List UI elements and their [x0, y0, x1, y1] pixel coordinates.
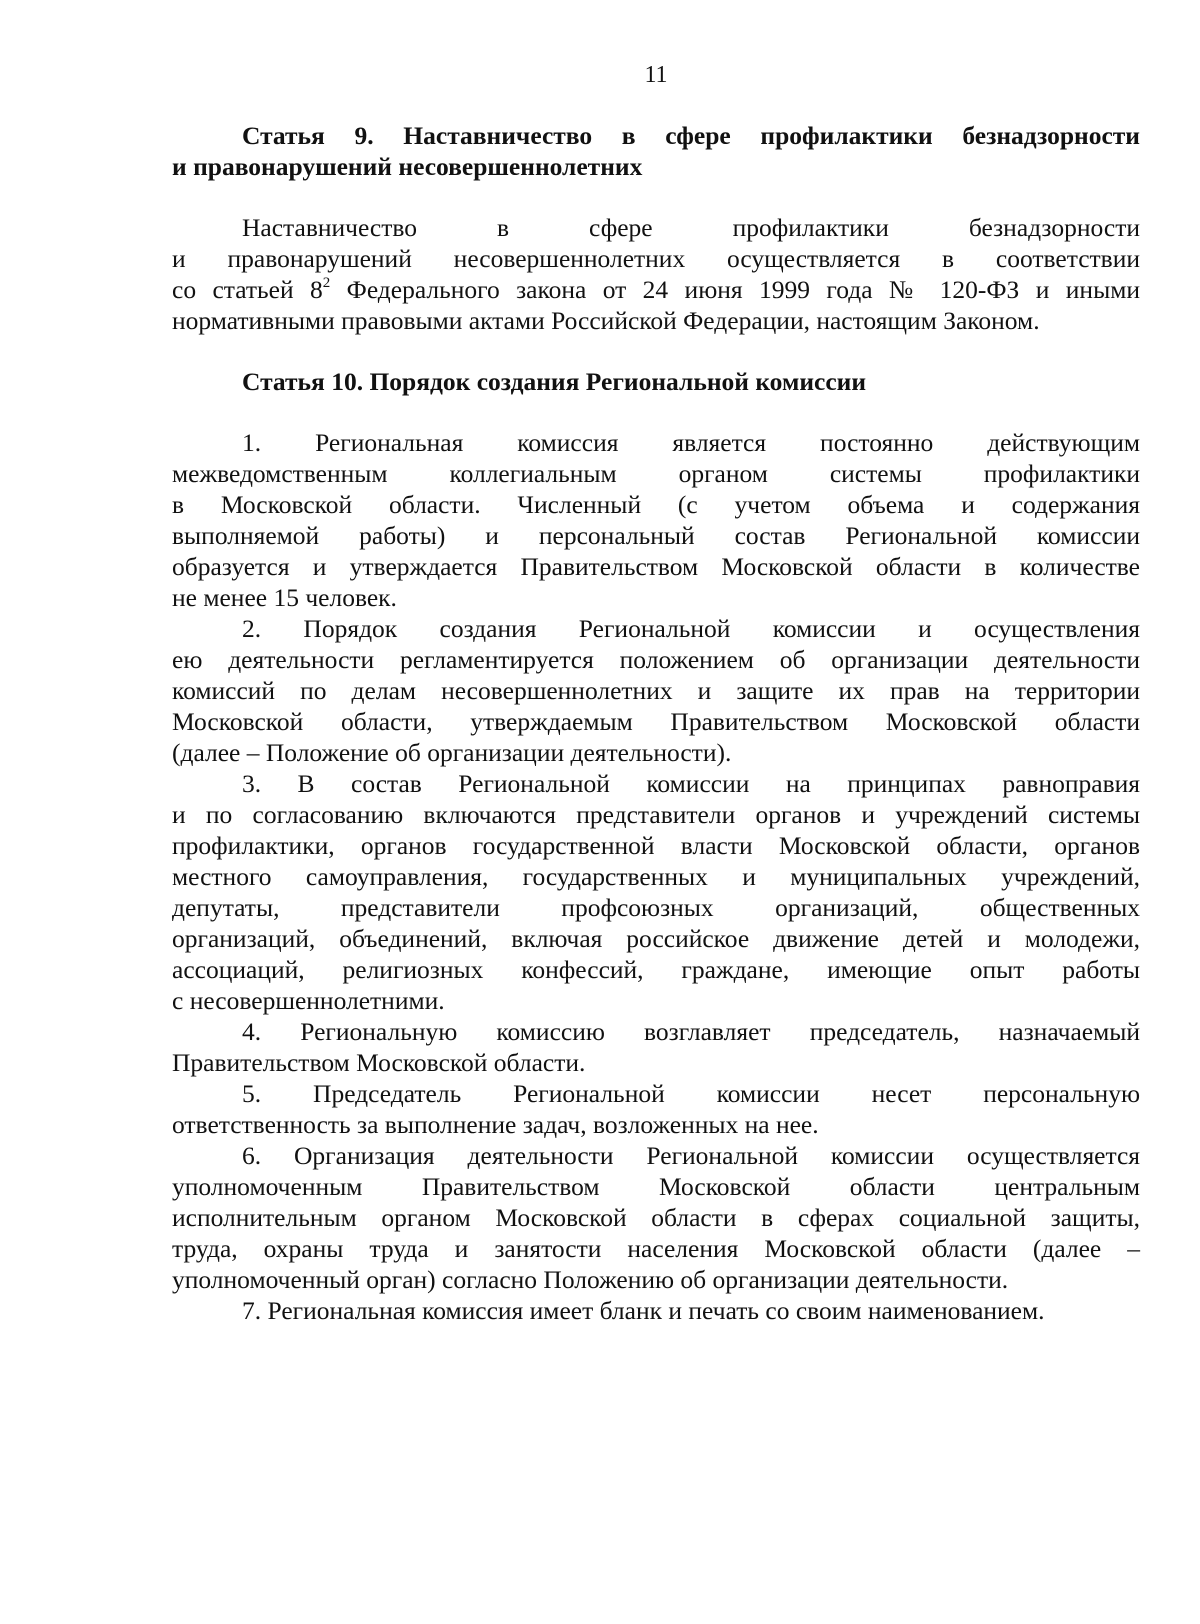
item-2-line-2: ею деятельности регламентируется положением об организации деятельности	[172, 645, 1140, 674]
item-1-line-6: не менее 15 человек.	[172, 583, 397, 612]
article-9-ref-text: со статьей 8	[172, 275, 323, 304]
spacer	[172, 336, 1140, 366]
item-1-line-5: образуется и утверждается Правительством Московской области в количестве	[172, 552, 1140, 581]
article-9-body-line-1: Наставничество в сфере профилактики безнадзорности	[242, 213, 1140, 242]
article-9-ref-superscript: 2	[322, 275, 331, 291]
item-3-line-8: с несовершеннолетними.	[172, 986, 445, 1015]
spacer	[172, 182, 1140, 212]
article-10-item-1	[172, 427, 1140, 613]
item-5-line-2: ответственность за выполнение задач, возложенных на нее.	[172, 1110, 819, 1139]
article-10-item-2	[172, 613, 1140, 768]
article-9-heading-line-2: и правонарушений несовершеннолетних	[172, 152, 643, 181]
item-3-line-7: ассоциаций, религиозных конфессий, граждане, имеющие опыт работы	[172, 955, 1140, 984]
article-9-heading	[172, 120, 1140, 182]
item-7-line-1: 7. Региональная комиссия имеет бланк и печать со своим наименованием.	[242, 1296, 1045, 1325]
item-4-line-1: 4. Региональную комиссию возглавляет председатель, назначаемый	[242, 1017, 1140, 1046]
item-2-line-4: Московской области, утверждаемым Правительством Московской области	[172, 707, 1140, 736]
article-9-body-line-4: нормативными правовыми актами Российской Федерации, настоящим Законом.	[172, 306, 1040, 335]
item-6-line-4: труда, охраны труда и занятости населения Московской области (далее –	[172, 1234, 1140, 1263]
item-1-line-3: в Московской области. Численный (с учетом объема и содержания	[172, 490, 1140, 519]
item-2-line-3: комиссий по делам несовершеннолетних и защите их прав на территории	[172, 676, 1140, 705]
spacer	[172, 397, 1140, 427]
item-3-line-2: и по согласованию включаются представители органов и учреждений системы	[172, 800, 1140, 829]
item-4-line-2: Правительством Московской области.	[172, 1048, 586, 1077]
item-1-line-1: 1. Региональная комиссия является постоянно действующим	[242, 428, 1140, 457]
article-9-body	[172, 212, 1140, 336]
item-1-line-2: межведомственным коллегиальным органом системы профилактики	[172, 459, 1140, 488]
page-number: 11	[644, 62, 668, 88]
article-9-ref-continuation: Федерального закона от 24 июня 1999 года № 120-ФЗ и иными	[330, 275, 1140, 304]
article-10-item-4	[172, 1016, 1140, 1078]
item-6-line-2: уполномоченным Правительством Московской области центральным	[172, 1172, 1140, 1201]
item-2-line-5: (далее – Положение об организации деятельности).	[172, 738, 732, 767]
article-10-heading-text: Статья 10. Порядок создания Региональной комиссии	[242, 367, 867, 396]
item-3-line-3: профилактики, органов государственной власти Московской области, органов	[172, 831, 1140, 860]
item-6-line-3: исполнительным органом Московской области в сферах социальной защиты,	[172, 1203, 1140, 1232]
article-10-item-6	[172, 1140, 1140, 1295]
item-6-line-5: уполномоченный орган) согласно Положению об организации деятельности.	[172, 1265, 1009, 1294]
item-2-line-1: 2. Порядок создания Региональной комиссии и осуществления	[242, 614, 1140, 643]
item-3-line-1: 3. В состав Региональной комиссии на принципах равноправия	[242, 769, 1140, 798]
article-9-body-line-2: и правонарушений несовершеннолетних осуществляется в соответствии	[172, 244, 1140, 273]
article-10-item-3	[172, 768, 1140, 1016]
item-3-line-4: местного самоуправления, государственных и муниципальных учреждений,	[172, 862, 1140, 891]
article-10-item-7	[172, 1295, 1140, 1326]
item-1-line-4: выполняемой работы) и персональный состав Региональной комиссии	[172, 521, 1140, 550]
item-3-line-5: депутаты, представители профсоюзных организаций, общественных	[172, 893, 1140, 922]
article-10-heading	[172, 366, 1140, 397]
item-3-line-6: организаций, объединений, включая российское движение детей и молодежи,	[172, 924, 1140, 953]
document-page	[172, 60, 1140, 1326]
article-10-item-5	[172, 1078, 1140, 1140]
item-5-line-1: 5. Председатель Региональной комиссии несет персональную	[242, 1079, 1140, 1108]
article-9-heading-line-1: Статья 9. Наставничество в сфере профилактики безнадзорности	[242, 121, 1140, 150]
item-6-line-1: 6. Организация деятельности Региональной комиссии осуществляется	[242, 1141, 1140, 1170]
article-9-body-line-3	[172, 274, 1140, 305]
